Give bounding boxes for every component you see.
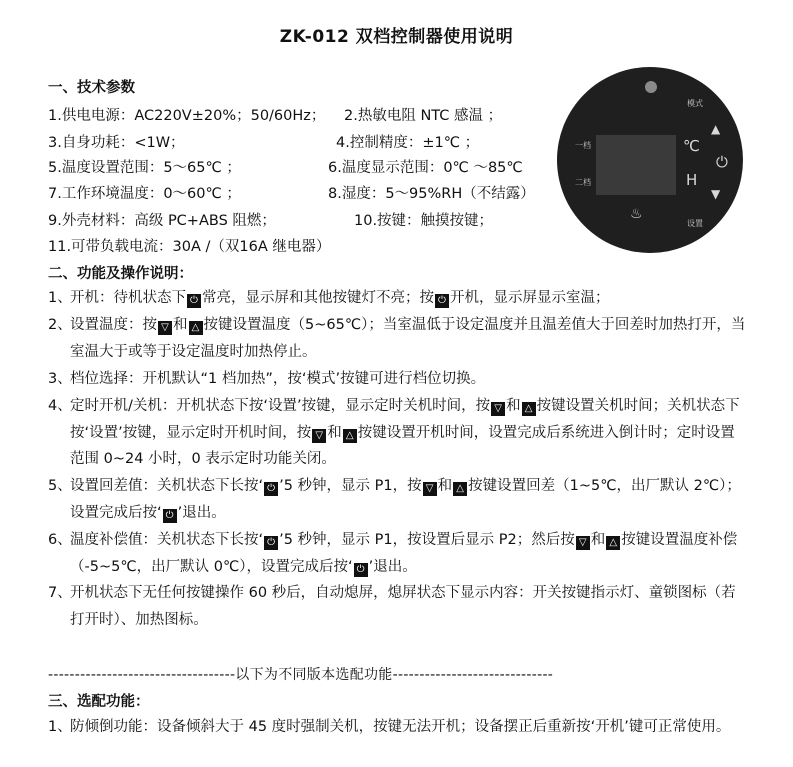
spec-row — [48, 131, 480, 152]
indicator-dot — [645, 81, 657, 93]
power-icon: ⏻ — [187, 294, 201, 308]
section-heading-optional: 三、选配功能： — [48, 694, 150, 710]
spec-a: 9.外壳材料：高级 PC+ABS 阻燃； — [48, 213, 276, 229]
up-arrow-icon: △ — [343, 429, 357, 443]
controller-panel-image — [557, 67, 743, 253]
power-icon: ⏻ — [264, 482, 278, 496]
list-item: 3、 档位选择：开机默认“1 档加热”，按‘模式’按键可进行档位切换。 — [48, 371, 486, 387]
power-icon: ⏻ — [354, 563, 368, 577]
spec-b: 6.温度显示范围：0℃ ～85℃ — [328, 160, 523, 176]
spec-b: 4.控制精度：±1℃ ； — [336, 135, 480, 151]
spec-b: 8.湿度：5～95%RH（不结露） — [328, 186, 535, 202]
list-item: 1、 开机：待机状态下 ⏻ 常亮，显示屏和其他按键灯不亮；按 ⏻ 开机，显示屏显示室温； — [48, 290, 610, 306]
display-screen — [596, 135, 676, 195]
down-arrow-icon: ▽ — [491, 402, 505, 416]
humidity-symbol: H — [686, 171, 698, 189]
up-arrow-icon: △ — [522, 402, 536, 416]
power-icon: ⏻ — [264, 536, 278, 550]
spec-b: 2.热敏电阻 NTC 感温 ； — [344, 108, 503, 124]
mode-label: 模式 — [687, 99, 703, 108]
set-label: 设置 — [687, 219, 703, 228]
spec-a: 5.温度设置范围：5～65℃ ； — [48, 160, 241, 176]
down-arrow-icon: ▽ — [312, 429, 326, 443]
gear1-label: 一档 — [575, 141, 591, 150]
down-arrow-icon: ▽ — [576, 536, 590, 550]
spec-a: 11.可带负载电流：30A /（双16A 继电器） — [48, 239, 331, 255]
list-item: 5、 设置回差值：关机状态下长按‘ ⏻ ’5 秒钟，显示 P1，按 ▽ 和 △ 按键设置回差（1~5℃，出厂默认 2℃）；设置完成后按‘ ⏻ ’退出。 — [48, 478, 741, 521]
divider-line: -----------------------------------以下为不同版本选配功能------------------------------ — [48, 667, 554, 683]
spec-a: 1.供电电源：AC220V±20%；50/60Hz； — [48, 108, 326, 124]
flame-icon: ♨ — [630, 206, 643, 222]
list-item: 6、 温度补偿值：关机状态下长按‘ ⏻ ’5 秒钟，显示 P1，按设置后显示 P2；然后按 ▽ 和 △ 按键设置温度补偿（-5~5℃，出厂默认 0℃），设置完成后按‘ ⏻ ’退出。 — [48, 532, 738, 575]
up-arrow-icon: ▲ — [711, 122, 721, 136]
up-arrow-icon: △ — [189, 321, 203, 335]
power-icon: ⏻ — [435, 294, 449, 308]
down-arrow-icon: ▼ — [711, 187, 721, 201]
gear2-label: 二档 — [575, 178, 591, 187]
power-icon: ⏻ — [716, 153, 728, 171]
spec-a: 7.工作环境温度：0～60℃ ； — [48, 186, 241, 202]
list-item: 1、 防倾倒功能：设备倾斜大于 45 度时强制关机，按键无法开机；设备摆正后重新按‘开机’键可正常使用。 — [48, 719, 731, 735]
down-arrow-icon: ▽ — [423, 482, 437, 496]
up-arrow-icon: △ — [453, 482, 467, 496]
celsius-symbol: ℃ — [683, 137, 700, 155]
list-item: 7、 开机状态下无任何按键操作 60 秒后，自动熄屏，熄屏状态下显示内容：开关按键指示灯、童锁图标（若打开时）、加热图标。 — [48, 585, 736, 628]
page-title: ZK-012 双档控制器使用说明 — [279, 27, 514, 47]
spec-row — [48, 235, 330, 256]
spec-a: 3.自身功耗：<1W； — [48, 135, 185, 151]
spec-row — [48, 156, 523, 177]
up-arrow-icon: △ — [606, 536, 620, 550]
power-icon: ⏻ — [163, 509, 177, 523]
spec-row — [48, 104, 503, 125]
spec-row — [48, 182, 535, 203]
spec-row — [48, 209, 494, 230]
list-item: 4、 定时开机/关机：开机状态下按‘设置’按键，显示定时关机时间，按 ▽ 和 △ 按键设置关机时间；关机状态下按‘设置’按键，显示定时开机时间，按 ▽ 和 △ 按键设置开机时间，设置完成后系统进入倒计时；定时设置范围 0~24 小时，0 表示定时功能关闭。 — [48, 398, 740, 467]
spec-b: 10.按键：触摸按键； — [354, 213, 494, 229]
section-heading-functions: 二、功能及操作说明： — [48, 266, 193, 282]
section-heading-specs: 一、技术参数 — [48, 80, 135, 96]
down-arrow-icon: ▽ — [158, 321, 172, 335]
list-item: 2、 设置温度：按 ▽ 和 △ 按键设置温度（5~65℃）；当室温低于设定温度并且温差值大于回差时加热打开，当室温大于或等于设定温度时加热停止。 — [48, 317, 746, 360]
